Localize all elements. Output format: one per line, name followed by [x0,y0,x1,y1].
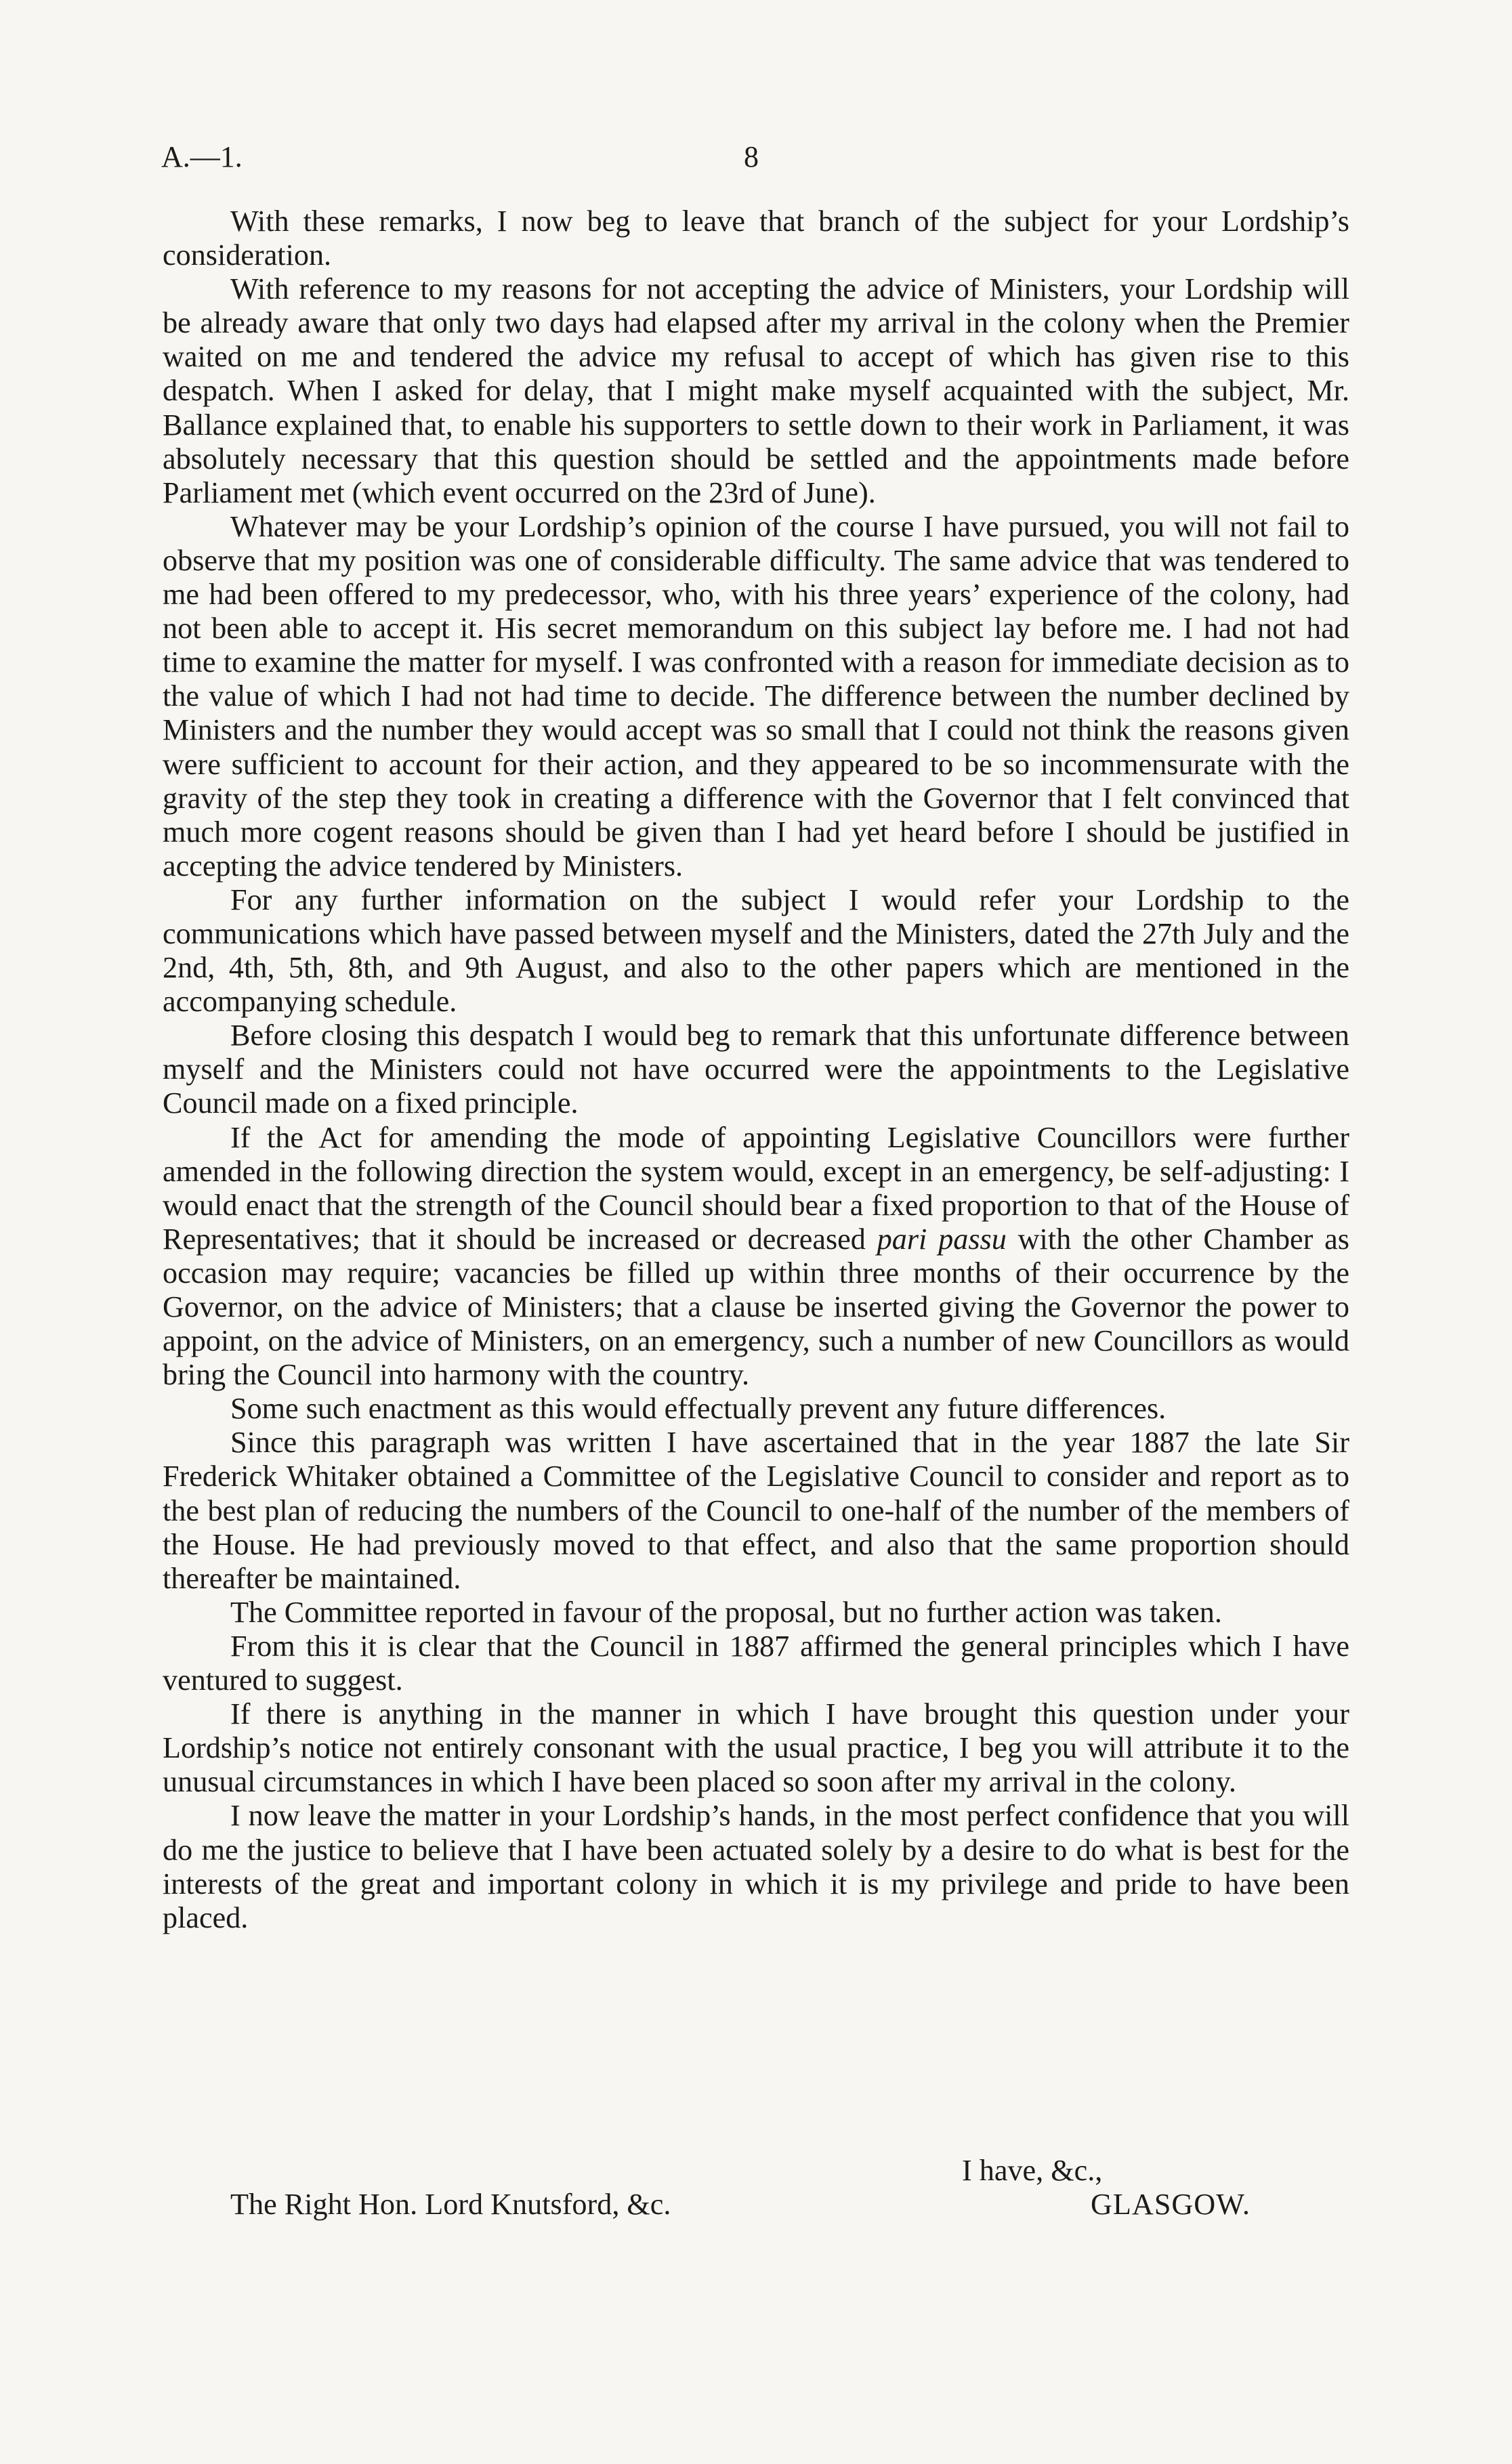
paragraph: With these remarks, I now beg to leave that branch of the subject for your Lordship’s consideration. [163,205,1349,272]
paragraph: From this it is clear that the Council in 1887 affirmed the general principles which I have ventured to suggest. [163,1629,1349,1697]
paragraph [163,1121,1349,1393]
paragraph-text: with the other Chamber as occasion may require; vacancies be filled up within three months of their occurrence by the Governor, on the advice of Ministers; that a clause be inserted giving the Governor the power to appoint, on the advice of Ministers, on an emergency, such a number of new Councillors as would bring the Council into harmony with the country. [163,1222,1349,1392]
page-number: 8 [744,140,759,173]
addressee: The Right Hon. Lord Knutsford, &c. [230,2188,671,2222]
closing-phrase: I have, &c., [962,2154,1103,2187]
despatch-body [163,205,1349,1935]
paragraph: If there is anything in the manner in which I have brought this question under your Lordship’s notice not entirely consonant with the usual practice, I beg you will attribute it to the unusual circumstances in which I have been placed so soon after my arrival in the colony. [163,1697,1349,1799]
document-reference: A.—1. [161,140,243,173]
paragraph: For any further information on the subject I would refer your Lordship to the communications which have passed between myself and the Ministers, dated the 27th July and the 2nd, 4th, 5th, 8th, and 9th August, and also to the other papers which are mentioned in the accompanying schedule. [163,883,1349,1019]
paragraph-text: If the Act for amending the mode of appointing Legislative Councillors were further amended in the following direction the system would, except in an emergency, be self-adjusting: I would enact that the strength of the Council should bear a fixed proportion to that of the House of Representatives; that it should be increased or decreased [163,1120,1349,1256]
paragraph: Since this paragraph was written I have ascertained that in the year 1887 the late Sir Frederick Whitaker obtained a Committee of the Legislative Council to consider and report as to the best plan of reducing the numbers of the Council to one-half of the number of the members of the House. He had previously moved to that effect, and also that the same proportion should thereafter be maintained. [163,1426,1349,1595]
paragraph: Whatever may be your Lordship’s opinion of the course I have pursued, you will not fail to observe that my position was one of considerable difficulty. The same advice that was tendered to me had been offered to my predecessor, who, with his three years’ experience of the colony, had not been able to accept it. His secret memorandum on this subject lay before me. I had not had time to examine the matter for myself. I was confronted with a reason for immediate decision as to the value of which I had not had time to decide. The difference between the number declined by Ministers and the number they would accept was so small that I could not think the reasons given were sufficient to account for their action, and they appeared to be so incommensurate with the gravity of the step they took in creating a difference with the Governor that I felt convinced that much more cogent reasons should be given than I had yet heard before I should be justified in accepting the advice tendered by Ministers. [163,509,1349,883]
signature-line [163,2188,1349,2224]
paragraph: Some such enactment as this would effectually prevent any future differences. [230,1392,1167,1426]
paragraph: The Committee reported in favour of the proposal, but no further action was taken. [230,1595,1222,1629]
signature-block [163,2154,1349,2224]
signatory: GLASGOW. [1091,2188,1251,2222]
paragraph: Before closing this despatch I would beg to remark that this unfortunate difference between myself and the Ministers could not have occurred were the appointments to the Legislative Council made on a fixed principle. [163,1019,1349,1120]
paragraph: With reference to my reasons for not accepting the advice of Ministers, your Lordship will be already aware that only two days had elapsed after my arrival in the colony when the Premier waited on me and tendered the advice my refusal to accept of which has given rise to this despatch. When I asked for delay, that I might make myself acquainted with the subject, Mr. Ballance explained that, to enable his supporters to settle down to their work in Parliament, it was absolutely necessary that this question should be settled and the appointments made before Parliament met (which event occurred on the 23rd of June). [163,272,1349,509]
latin-phrase: pari passu [877,1222,1007,1256]
paragraph: I now leave the matter in your Lordship’s hands, in the most perfect confidence that you will do me the justice to believe that I have been actuated solely by a desire to do what is best for the interests of the great and important colony in which it is my privilege and pride to have been placed. [163,1799,1349,1934]
